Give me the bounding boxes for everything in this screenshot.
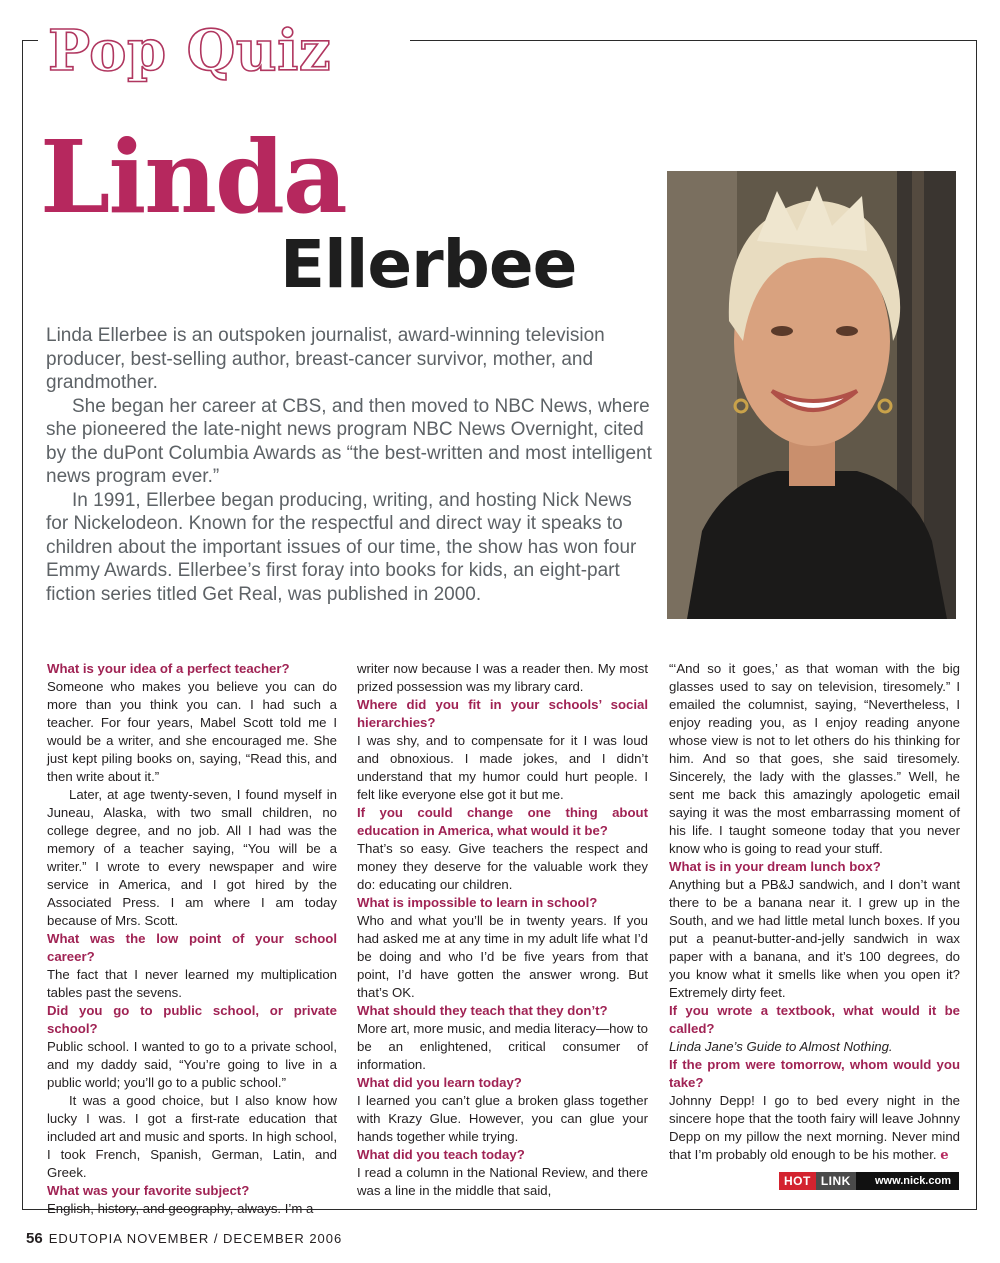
intro-text [46,324,658,606]
hotlink-hot-label: HOT [779,1172,816,1190]
answer: “‘And so it goes,’ as that woman with the big glasses used to say on television, tiresomely.” I emailed the columnist, saying, “Nevertheless, I enjoy reading you, as I enjoy reading anyone whose view is not to let others do his thinking for him. And so that goes, she said tiresomely. Sincerely, the lady with the glasses.” Well, he sent me back this amazingly apologetic email saying it was the most embarrassing moment of his life. I taught someone today that you never know who is going to read your stuff. [669,661,960,856]
question: What was your favorite subject? [47,1183,250,1198]
answer: I learned you can’t glue a broken glass together with Krazy Glue. However, you can glue your hands together while trying. [357,1093,648,1144]
portrait-photo [667,171,956,619]
answer: I was shy, and to compensate for it I was loud and obnoxious. I made jokes, and I didn’t understand that my humor could hurt people. I felt like everyone else got it but me. [357,733,648,802]
question: Did you go to public school, or private school? [47,1003,337,1036]
answer: That’s so easy. Give teachers the respect and money they deserve for the valuable work they do: educating our children. [357,841,648,892]
question: What should they teach that they don’t? [357,1003,608,1018]
question: What is impossible to learn in school? [357,895,598,910]
footer-publication: EDUTOPIA NOVEMBER / DECEMBER 2006 [48,1231,343,1246]
answer: More art, more music, and media literacy—how to be an enlightened, critical consumer of information. [357,1021,648,1072]
end-mark-icon: e [940,1148,949,1163]
answer: writer now because I was a reader then. My most prized possession was my library card. [357,661,648,694]
qa-column-3 [669,660,960,1165]
qa-column-1 [47,660,337,1218]
intro-paragraph: In 1991, Ellerbee began producing, writing, and hosting Nick News for Nickelodeon. Known for the respectful and direct way it speaks to children about the important issues of our time, the show has won four Emmy Awards. Ellerbee’s first foray into books for kids, an eight-part fiction series titled Get Real, was published in 2000. [46,489,637,605]
hotlink-url[interactable]: www.nick.com [856,1172,959,1190]
question: If you wrote a textbook, what would it be called? [669,1003,960,1036]
portrait-illustration [667,171,956,619]
answer: I read a column in the National Review, and there was a line in the middle that said, [357,1165,648,1198]
title-last-name: Ellerbee [280,226,577,303]
section-tag: Pop Quiz [48,18,332,84]
answer: Anything but a PB&J sandwich, and I don’t want there to be a banana near it. I grew up in the South, and we had little metal lunch boxes. If you put a peanut-butter-and-jelly sandwich in wax paper with a banana, and it’s 100 degrees, do you know what it smells like when you open it? Extremely dirty feet. [669,877,960,1000]
hotlink-bar[interactable] [779,1172,959,1190]
answer: Who and what you’ll be in twenty years. If you had asked me at any time in my adult life what I’d be doing and who I’d be five years from that point, I’d have gotten the answer wrong. But that’s OK. [357,913,648,1000]
question: What did you teach today? [357,1147,525,1162]
question: If the prom were tomorrow, whom would you take? [669,1057,960,1090]
question: What is your idea of a perfect teacher? [47,661,290,676]
question: What did you learn today? [357,1075,522,1090]
question: What is in your dream lunch box? [669,859,881,874]
qa-column-2 [357,660,648,1200]
answer: It was a good choice, but I also know how lucky I was. I got a first-rate education that included art and music and sports. In high school, I took French, Spanish, German, Latin, and Greek. [47,1093,337,1180]
intro-paragraph: She began her career at CBS, and then moved to NBC News, where she pioneered the late-night news program NBC News Overnight, cited by the duPont Columbia Awards as “the best-written and most intelligent news program ever.” [46,395,652,487]
question: What was the low point of your school career? [47,931,337,964]
answer: Linda Jane’s Guide to Almost Nothing. [669,1039,893,1054]
intro-paragraph: Linda Ellerbee is an outspoken journalist, award-winning television producer, best-selling author, breast-cancer survivor, mother, and grandmother. [46,325,605,393]
question: Where did you fit in your schools’ social hierarchies? [357,697,648,730]
answer: English, history, and geography, always. I’m a [47,1201,314,1216]
answer: The fact that I never learned my multiplication tables past the sevens. [47,967,337,1000]
answer: Public school. I wanted to go to a private school, and my daddy said, “You’re going to live in a public world; you’ll go to a public school.” [47,1039,337,1090]
answer: Someone who makes you believe you can do more than you think you can. I had such a teacher. For four years, Mabel Scott told me I would be a writer, and she encouraged me. She just kept piling books on, saying, “Read this, and then write about it.” [47,679,337,784]
answer-final [669,1092,960,1165]
title-first-name: Linda [40,118,346,236]
answer-final-text: Johnny Depp! I go to bed every night in the sincere hope that the tooth fairy will leave Johnny Depp on my pillow the next morning. Never mind that I’m probably old enough to be his mother. [669,1093,960,1162]
page-number: 56 [26,1230,43,1247]
question: If you could change one thing about education in America, what would it be? [357,805,648,838]
page-footer [26,1230,342,1247]
hotlink-link-label: LINK [816,1172,856,1190]
answer: Later, at age twenty-seven, I found myself in Juneau, Alaska, with two small children, no college degree, and no job. All I had was the memory of a teacher saying, “You will be a writer.” I wrote to every newspaper and wire service in America, and I got hired by the Associated Press. I am where I am today because of Mrs. Scott. [47,787,337,928]
